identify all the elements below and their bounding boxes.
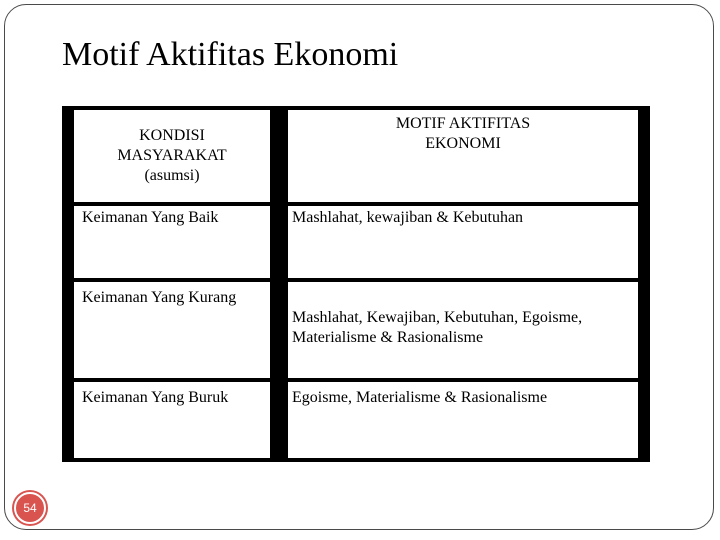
- table-row: [288, 282, 638, 378]
- table-header-motif: [288, 110, 638, 202]
- table-cell-kondisi: Keimanan Yang Buruk: [82, 389, 229, 406]
- table-row: [288, 206, 638, 278]
- table-cell-motif: Mashlahat, kewajiban & Kebutuhan: [292, 209, 524, 226]
- page-number: 54: [23, 501, 37, 515]
- slide-title: Motif Aktifitas Ekonomi: [62, 36, 399, 73]
- motif-table: [62, 106, 650, 462]
- table-cell-motif: Egoisme, Materialisme & Rasionalisme: [292, 389, 548, 406]
- table-header-motif-text: MOTIF AKTIFITAS EKONOMI: [395, 115, 531, 152]
- table-header-kondisi: [74, 110, 270, 202]
- table-row: [74, 282, 270, 378]
- table-header-kondisi-text: KONDISI MASYARAKAT (asumsi): [117, 127, 227, 184]
- page-number-badge: [14, 492, 46, 524]
- table-row: [288, 382, 638, 458]
- table-cell-kondisi: Keimanan Yang Baik: [82, 209, 219, 226]
- table-cell-kondisi: Keimanan Yang Kurang: [82, 289, 237, 306]
- table-row: [74, 206, 270, 278]
- table-cell-motif: Mashlahat, Kewajiban, Kebutuhan, Egoisme, Materialisme & Rasionalisme: [292, 309, 583, 346]
- table-row: [74, 382, 270, 458]
